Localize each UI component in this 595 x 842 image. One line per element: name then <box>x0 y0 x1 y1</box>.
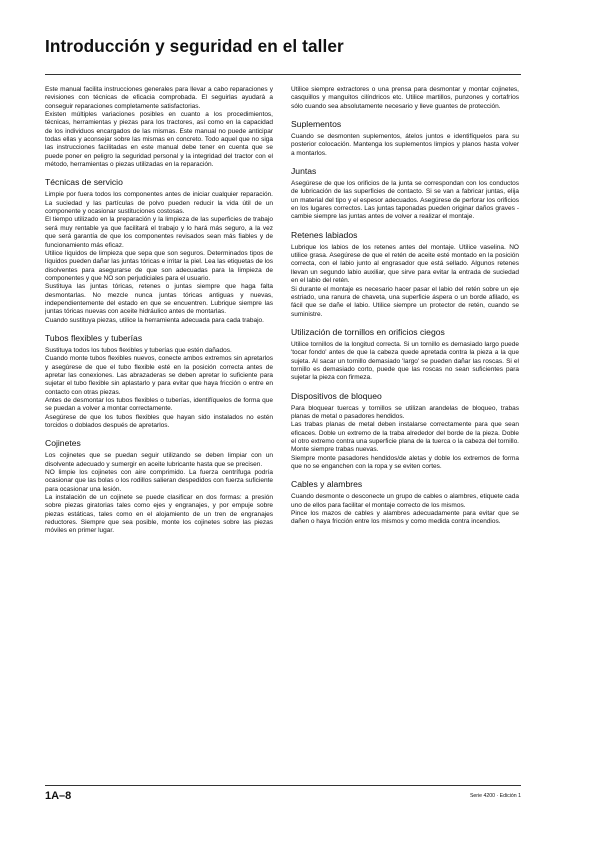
section-paragraph: Asegúrese de que los orificios de la junta se correspondan con los conductos de lubricación de las superficies de contacto. Si se van a fabricar juntas, elija un material del tipo y el espesor adecuados. Asegúrese de perforar los orificios en los lugares correctos. Las juntas taponadas pueden originar daños graves - cambie siempre las juntas antes de volver a realizar el montaje. <box>291 180 519 221</box>
section-paragraph: Limpie por fuera todos los componentes antes de iniciar cualquier reparación. La suciedad y las partículas de polvo pueden reducir la vida útil de un componente y ocasionar sustituciones costosas. <box>45 191 273 216</box>
section-paragraph: Cuando se desmonten suplementos, átelos juntos e identifíquelos para su posterior colocación. Mantenga los suplementos limpios y planos hasta volver a montarlos. <box>291 133 519 157</box>
section-paragraph: Para bloquear tuercas y tornillos se utilizan arandelas de bloqueo, trabas planas de metal o pasadores hendidos. <box>291 404 519 420</box>
page-number: 1A–8 <box>45 790 72 802</box>
left-column <box>45 86 273 776</box>
section-paragraph: La instalación de un cojinete se puede clasificar en dos formas: a presión sobre piezas giratorias tales como ejes y engranajes, y por empuje sobre piezas estáticas, tales como en el alojamiento de un tren de engranajes reductores. Siempre que sea posible, monte los cojinetes sobre las piezas móviles en primer lugar. <box>45 494 273 535</box>
section-paragraph: Asegúrese de que los tubos flexibles que hayan sido instalados no estén torcidos o doblados después de apretarlos. <box>45 413 273 430</box>
section-paragraph: Las trabas planas de metal deben instalarse correctamente para que sean eficaces. Doble un extremo de la traba alrededor del borde de la pieza. Doble el otro extremo contra una superficie plana de la tuerca o la cabeza del tornillo. Monte siempre trabas nuevas. <box>291 421 519 454</box>
edition-label: Serie 4200 · Edición 1 <box>469 793 521 799</box>
section-paragraph: Siempre monte pasadores hendidos/de aletas y doble los extremos de forma que no se enganchen con la ropa y se eviten cortes. <box>291 454 519 470</box>
section-heading-tornillos: Utilización de tornillos en orificios ciegos <box>291 326 445 337</box>
right-column <box>291 86 519 776</box>
section-heading-cables: Cables y alambres <box>291 479 363 490</box>
section-heading-juntas: Juntas <box>291 166 317 177</box>
section-heading-tubos: Tubos flexibles y tuberías <box>45 332 143 343</box>
section-heading-tecnicas: Técnicas de servicio <box>45 177 123 188</box>
section-paragraph: Sustituya todos los tubos flexibles y tuberías que estén dañados. <box>45 346 232 354</box>
section-paragraph: Utilice siempre extractores o una prensa para desmontar y montar cojinetes, casquillos y manguitos cilíndricos etc. Utilice martillos, punzones y cortafríos sólo cuando sea absolutamente necesario y lleve guantes de protección. <box>291 86 519 110</box>
section-paragraph: NO limpie los cojinetes con aire comprimido. La fuerza centrífuga podría ocasionar que las bolas o los rodillos salieran despedidos con fuerza suficiente para ocasionar una lesión. <box>45 469 273 493</box>
section-paragraph: Antes de desmontar los tubos flexibles o tuberías, identifíquelos de forma que se puedan a volver a montar correctamente. <box>45 397 273 413</box>
intro-paragraph: Este manual facilita instrucciones generales para llevar a cabo reparaciones y revisiones con técnicas de eficacia comprobada. El seguirlas ayudará a conseguir reparaciones completamente satisfactorias. <box>45 86 273 110</box>
section-paragraph: Sustituya las juntas tóricas, retenes o juntas siempre que haga falta desmontarlas. No mezcle nunca juntas tóricas antiguas y nuevas, independientemente del estado en que se encuentren. Lubrique siempre las juntas tóricas nuevas con aceite hidráulico antes de montarlas. <box>45 283 273 316</box>
section-paragraph: Cuando desmonte o desconecte un grupo de cables o alambres, etiquete cada uno de ellos para facilitar el montaje correcto de los mismos. <box>291 493 519 509</box>
section-paragraph: Si durante el montaje es necesario hacer pasar el labio del retén sobre un eje estriado, una ranura de chaveta, una superficie áspera o un borde afilado, es fácil que se dañe el labio. Utilice siempre un protector de retén, cuando se suministre. <box>291 285 519 318</box>
section-paragraph: Cuando monte tubos flexibles nuevos, conecte ambos extremos sin apretarlos y asegúrese de que el tubo flexible esté en la posición correcta antes de apretar las conexiones. Las abrazaderas se deben apretar lo suficiente para sujetar el tubo flexible sin aplastarlo y para evitar que haya fricción o entre en contacto con otras piezas. <box>45 355 273 396</box>
section-paragraph: Utilice líquidos de limpieza que sepa que son seguros. Determinados tipos de líquidos pueden dañar las juntas tóricas e irritar la piel. Lea las etiquetas de los disolventes para asegurarse de que son adecuadas para la limpieza de componentes y que NO son perjudiciales para el usuario. <box>45 249 273 282</box>
page-title: Introducción y seguridad en el taller <box>45 36 344 56</box>
section-paragraph: Lubrique los labios de los retenes antes del montaje. Utilice vaselina. NO utilice grasa. Asegúrese de que el retén de aceite esté montado en la posición correcta, con el labio junto al engrasador que está sellado. Algunos retenes llevan un segundo labio auxiliar, que sirve para evitar la entrada de suciedad en el labio del retén. <box>291 243 519 285</box>
section-paragraph: Los cojinetes que se puedan seguir utilizando se deben limpiar con un disolvente adecuado y sumergir en aceite lubricante hasta que se precisen. <box>45 452 273 468</box>
section-heading-bloqueo: Dispositivos de bloqueo <box>291 390 382 401</box>
section-heading-suplementos: Suplementos <box>291 119 342 130</box>
section-paragraph: El tiempo utilizado en la preparación y la limpieza de las superficies de trabajo será muy rentable ya que facilitará el trabajo y lo hará más seguro, a la vez que será garantía de que los componentes revisados sean más fiables y de funcionamiento más eficaz. <box>45 216 273 249</box>
section-paragraph: Utilice tornillos de la longitud correcta. Si un tornillo es demasiado largo puede 'tocar fondo' antes de que la cabeza quede apretada contra la pieza a la que sujeta. Al sacar un tornillo demasiado 'largo' se pueden dañar las roscas. Si el tornillo es demasiado corto, puede que las roscas no sean suficientes para sujetar la pieza con firmeza. <box>291 340 519 382</box>
section-heading-retenes: Retenes labiados <box>291 229 358 240</box>
footer-rule <box>45 785 521 786</box>
section-paragraph: Cuando sustituya piezas, utilice la herramienta adecuada para cada trabajo. <box>45 316 264 324</box>
intro-paragraph: Existen múltiples variaciones posibles en cuanto a los procedimientos, técnicas, herramientas y piezas para los tractores, así como en la capacidad de los individuos encargados de las mismas. Este manual no puede anticipar todas ellas y aconsejar sobre las mismas en concreto. Todo aquel que no siga las instrucciones facilitadas en este manual debe tener en cuenta que se puede poner en peligro la seguridad personal y la integridad del tractor con el método, herramientas o piezas utilizadas en la reparación. <box>45 111 273 169</box>
header-rule <box>45 74 521 75</box>
section-heading-cojinetes: Cojinetes <box>45 438 81 449</box>
section-paragraph: Pince los mazos de cables y alambres adecuadamente para evitar que se dañen o haya fricción entre los mismos y como medida contra incendios. <box>291 510 519 526</box>
